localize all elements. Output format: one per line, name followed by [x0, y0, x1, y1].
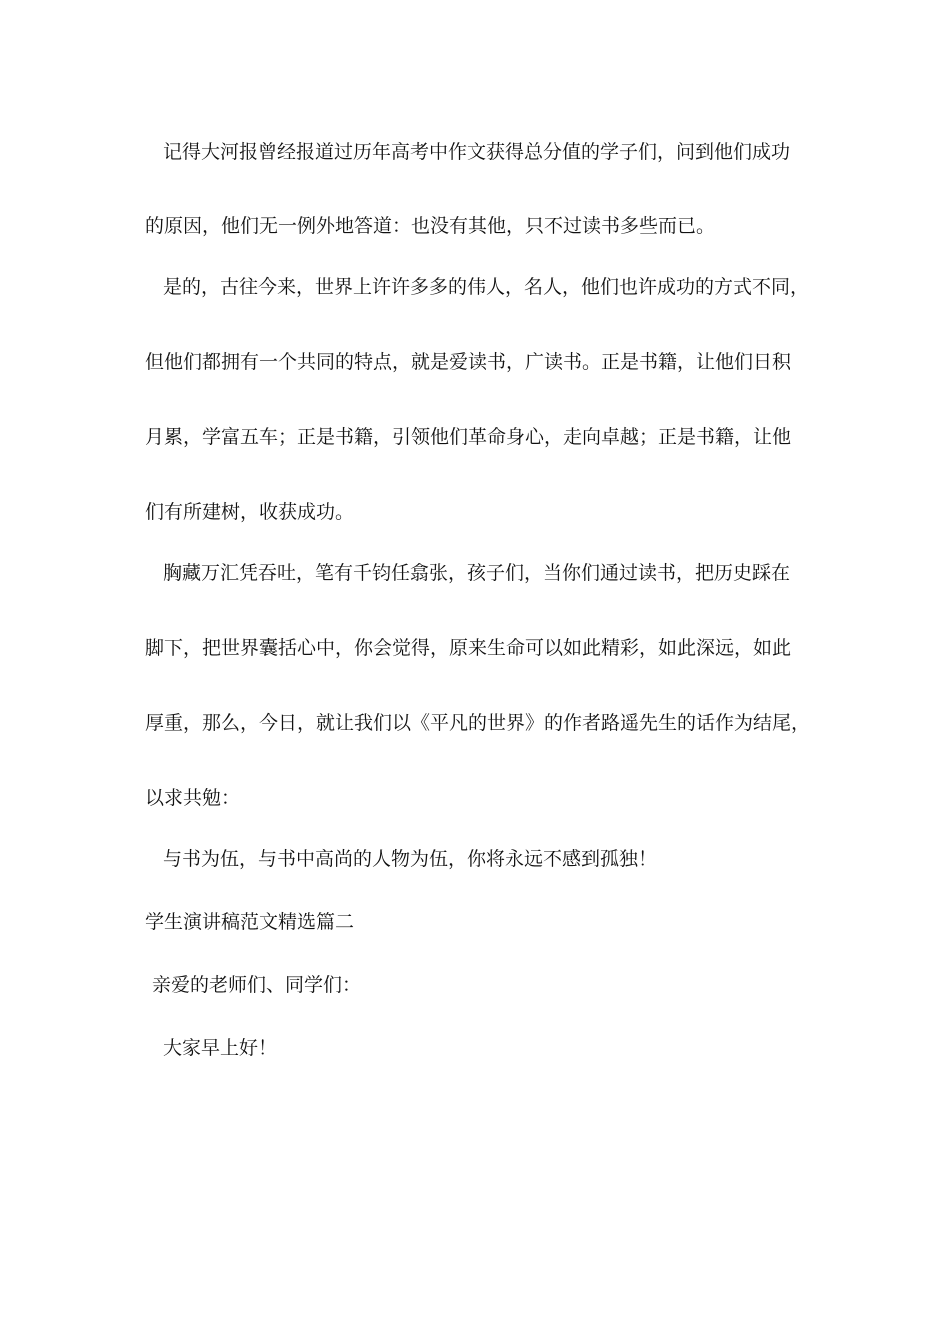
greeting: 大家早上好！ [163, 1037, 278, 1059]
paragraph-line: 是的，古往今来，世界上许许多多的伟人，名人，他们也许成功的方式不同， [163, 276, 810, 298]
paragraph-line: 胸藏万汇凭吞吐，笔有千钧任翕张，孩子们，当你们通过读书，把历史踩在 [163, 562, 791, 584]
paragraph-line: 脚下，把世界囊括心中，你会觉得，原来生命可以如此精彩，如此深远，如此 [145, 637, 792, 659]
paragraph-line: 月累，学富五车；正是书籍，引领他们革命身心，走向卓越；正是书籍，让他 [145, 426, 792, 448]
paragraph-line: 记得大河报曾经报道过历年高考中作文获得总分值的学子们，问到他们成功 [163, 141, 791, 163]
salutation: 亲爱的老师们、同学们： [152, 974, 362, 996]
paragraph-line: 的原因，他们无一例外地答道：也没有其他，只不过读书多些而已。 [145, 215, 716, 237]
section-title: 学生演讲稿范文精选篇二 [145, 911, 355, 933]
paragraph-line: 与书为伍，与书中高尚的人物为伍，你将永远不感到孤独！ [163, 848, 658, 870]
paragraph-line: 们有所建树，收获成功。 [145, 501, 355, 523]
paragraph-line: 以求共勉： [145, 787, 241, 809]
paragraph-line: 厚重，那么，今日，就让我们以《平凡的世界》的作者路遥先生的话作为结尾， [145, 712, 811, 734]
paragraph-line: 但他们都拥有一个共同的特点，就是爱读书，广读书。正是书籍，让他们日积 [145, 351, 792, 373]
